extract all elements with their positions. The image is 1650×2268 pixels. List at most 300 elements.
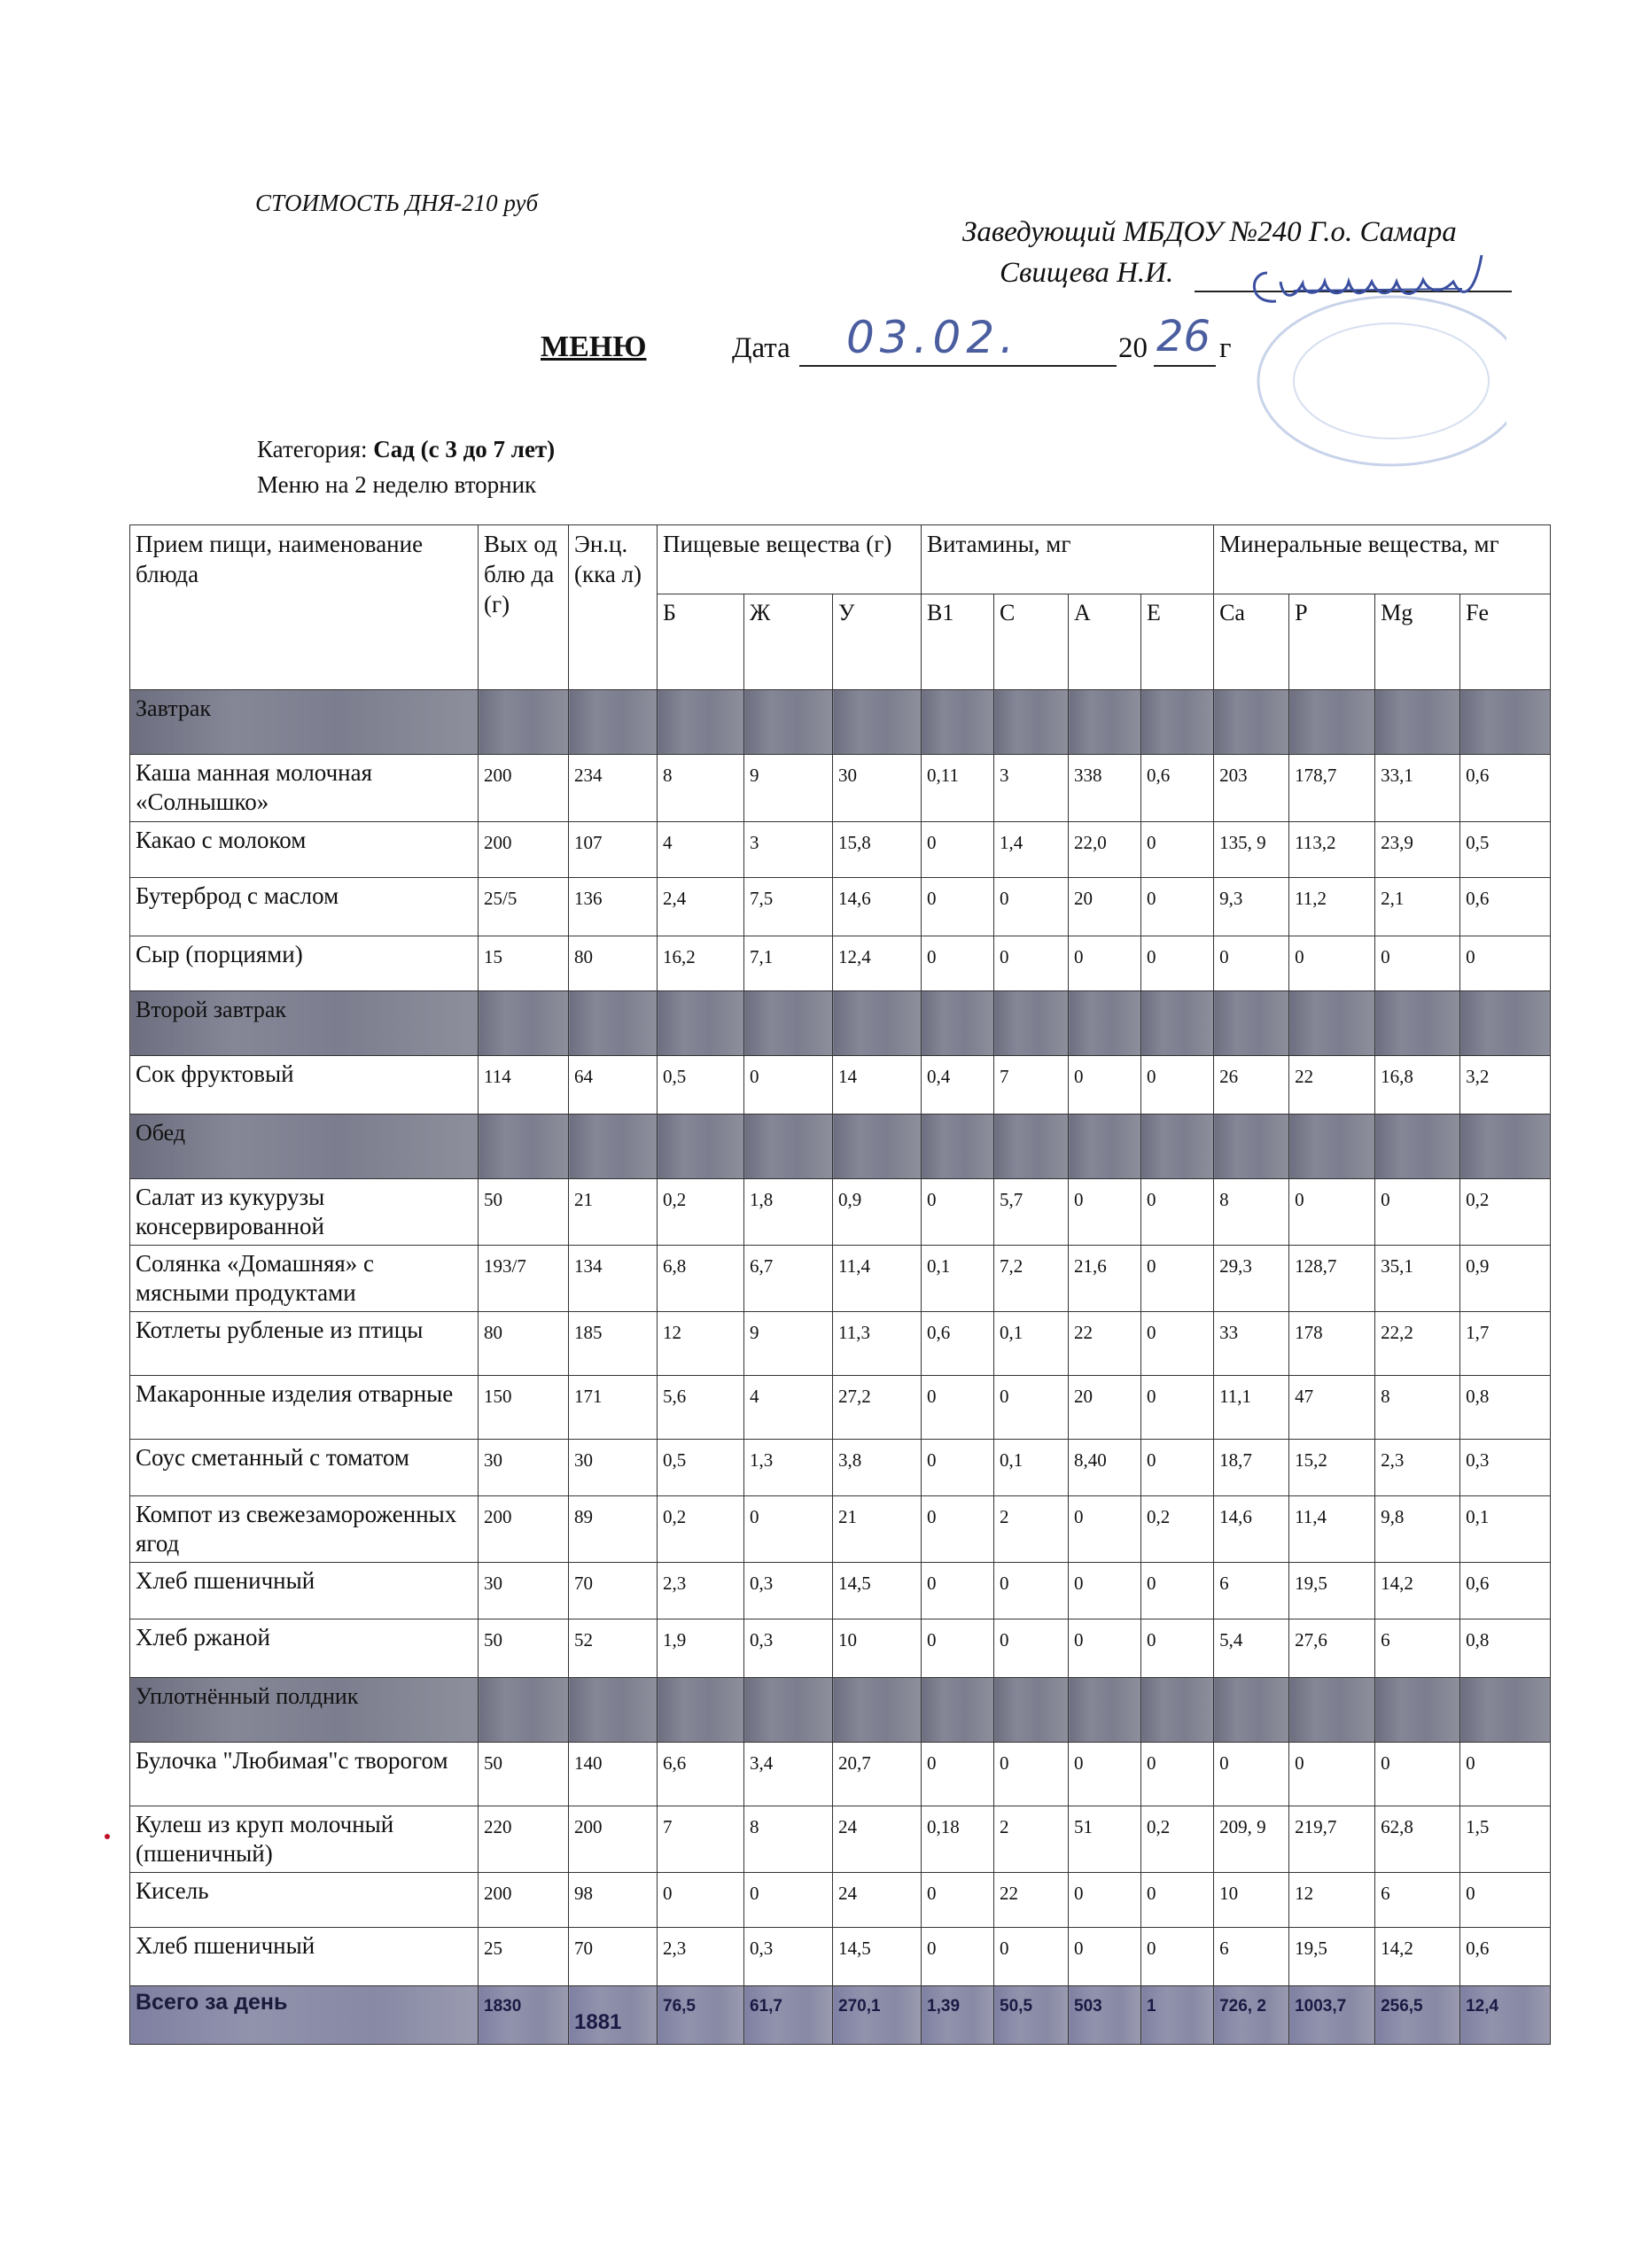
value-cell: 0 <box>922 878 994 936</box>
section-empty-cell <box>1460 991 1551 1056</box>
value-cell: 8 <box>1214 1179 1289 1246</box>
value-cell: 0 <box>1214 1743 1289 1806</box>
value-cell: 0 <box>1289 1179 1375 1246</box>
value-cell: 0 <box>1069 1619 1141 1678</box>
total-energy <box>569 1986 658 2045</box>
section-empty-cell <box>1460 690 1551 755</box>
value-cell: 27,6 <box>1289 1619 1375 1678</box>
value-cell: 0 <box>1141 1873 1214 1928</box>
value-cell: 0,2 <box>1141 1806 1214 1873</box>
day-cost: СТОИМОСТЬ ДНЯ-210 руб <box>255 190 539 216</box>
value-cell: 8 <box>658 755 744 822</box>
value-cell: 6 <box>1375 1873 1460 1928</box>
value-cell: 0 <box>1141 1056 1214 1115</box>
value-cell: 338 <box>1069 755 1141 822</box>
section-empty-cell <box>994 690 1069 755</box>
dish-name: Хлеб пшеничный <box>130 1563 479 1619</box>
value-cell: 0,2 <box>658 1179 744 1246</box>
value-cell: 0 <box>1375 1179 1460 1246</box>
section-empty-cell <box>569 1115 658 1179</box>
section-title: Завтрак <box>130 690 479 755</box>
value-cell: 33 <box>1214 1312 1289 1376</box>
section-title: Второй завтрак <box>130 991 479 1056</box>
value-cell: 0,1 <box>1460 1496 1551 1563</box>
value-cell: 0 <box>994 1563 1069 1619</box>
value-cell: 14,2 <box>1375 1563 1460 1619</box>
value-cell: 52 <box>569 1619 658 1678</box>
section-title: Уплотнённый полдник <box>130 1678 479 1743</box>
value-cell: 2,1 <box>1375 878 1460 936</box>
value-cell: 200 <box>479 822 569 878</box>
header-mg: Mg <box>1375 594 1460 690</box>
value-cell: 30 <box>569 1440 658 1496</box>
value-cell: 0 <box>994 936 1069 991</box>
value-cell: 8 <box>744 1806 833 1873</box>
value-cell: 2 <box>994 1496 1069 1563</box>
table-row <box>130 936 1551 991</box>
section-empty-cell <box>569 1678 658 1743</box>
year-prefix: 20 <box>1118 332 1148 364</box>
header-e: E <box>1141 594 1214 690</box>
dish-name: Бутерброд с маслом <box>130 878 479 936</box>
value-cell: 47 <box>1289 1376 1375 1440</box>
value-cell: 29,3 <box>1214 1246 1289 1312</box>
value-cell: 0,1 <box>922 1246 994 1312</box>
value-cell: 15,2 <box>1289 1440 1375 1496</box>
director-title: Заведующий МБДОУ №240 Г.о. Самара <box>962 216 1457 248</box>
value-cell: 0 <box>922 822 994 878</box>
menu-table <box>129 524 1551 2045</box>
value-cell: 178,7 <box>1289 755 1375 822</box>
header-energy: Эн.ц. (кка л) <box>569 525 658 690</box>
header-p: P <box>1289 594 1375 690</box>
value-cell: 0 <box>1069 1743 1141 1806</box>
value-cell: 0 <box>922 1179 994 1246</box>
section-row <box>130 991 1551 1056</box>
value-cell: 14,6 <box>833 878 922 936</box>
category-line <box>257 436 555 463</box>
section-empty-cell <box>833 1678 922 1743</box>
section-empty-cell <box>1214 1678 1289 1743</box>
header-dish: Прием пищи, наименование блюда <box>130 525 479 690</box>
total-row <box>130 1986 1551 2045</box>
table-row <box>130 1246 1551 1312</box>
value-cell: 203 <box>1214 755 1289 822</box>
value-cell: 9 <box>744 755 833 822</box>
value-cell: 8 <box>1375 1376 1460 1440</box>
value-cell: 0 <box>744 1873 833 1928</box>
value-cell: 0 <box>1289 1743 1375 1806</box>
value-cell: 12 <box>1289 1873 1375 1928</box>
value-cell: 6 <box>1214 1928 1289 1986</box>
value-cell: 0 <box>1069 1496 1141 1563</box>
table-row <box>130 1619 1551 1678</box>
value-cell: 20,7 <box>833 1743 922 1806</box>
value-cell: 0 <box>1214 936 1289 991</box>
total-value-cell: 12,4 <box>1460 1986 1551 2045</box>
value-cell: 0 <box>1460 1743 1551 1806</box>
value-cell: 0,2 <box>1460 1179 1551 1246</box>
section-empty-cell <box>1460 1678 1551 1743</box>
value-cell: 26 <box>1214 1056 1289 1115</box>
section-row <box>130 1115 1551 1179</box>
value-cell: 0 <box>1141 936 1214 991</box>
dish-name: Каша манная молочная «Солнышко» <box>130 755 479 822</box>
value-cell: 23,9 <box>1375 822 1460 878</box>
dish-name: Сок фруктовый <box>130 1056 479 1115</box>
table-row <box>130 1440 1551 1496</box>
section-empty-cell <box>1141 1115 1214 1179</box>
value-cell: 0 <box>1069 1873 1141 1928</box>
dish-name: Хлеб ржаной <box>130 1619 479 1678</box>
dish-name: Какао с молоком <box>130 822 479 878</box>
value-cell: 0 <box>1069 1056 1141 1115</box>
value-cell: 1,8 <box>744 1179 833 1246</box>
total-value-cell: 1 <box>1141 1986 1214 2045</box>
value-cell: 80 <box>569 936 658 991</box>
section-empty-cell <box>1375 1115 1460 1179</box>
value-cell: 1,9 <box>658 1619 744 1678</box>
dish-name: Сыр (порциями) <box>130 936 479 991</box>
value-cell: 62,8 <box>1375 1806 1460 1873</box>
category-label: Категория: <box>257 436 368 462</box>
header-a: A <box>1069 594 1141 690</box>
value-cell: 0 <box>1069 1928 1141 1986</box>
section-empty-cell <box>569 690 658 755</box>
value-cell: 11,3 <box>833 1312 922 1376</box>
value-cell: 0 <box>994 1928 1069 1986</box>
value-cell: 80 <box>479 1312 569 1376</box>
value-cell: 2,3 <box>658 1563 744 1619</box>
section-empty-cell <box>744 991 833 1056</box>
section-empty-cell <box>922 1115 994 1179</box>
value-cell: 136 <box>569 878 658 936</box>
value-cell: 14,6 <box>1214 1496 1289 1563</box>
section-row <box>130 690 1551 755</box>
table-head <box>130 525 1551 690</box>
value-cell: 25 <box>479 1928 569 1986</box>
value-cell: 0 <box>744 1056 833 1115</box>
value-cell: 4 <box>744 1376 833 1440</box>
value-cell: 0,11 <box>922 755 994 822</box>
value-cell: 0 <box>1141 878 1214 936</box>
section-empty-cell <box>1214 991 1289 1056</box>
section-empty-cell <box>479 1678 569 1743</box>
value-cell: 0 <box>1141 1928 1214 1986</box>
value-cell: 0 <box>994 1619 1069 1678</box>
value-cell: 7,1 <box>744 936 833 991</box>
value-cell: 30 <box>479 1563 569 1619</box>
value-cell: 219,7 <box>1289 1806 1375 1873</box>
value-cell: 14,5 <box>833 1928 922 1986</box>
value-cell: 70 <box>569 1928 658 1986</box>
value-cell: 0 <box>1289 936 1375 991</box>
table-row <box>130 1312 1551 1376</box>
value-cell: 0 <box>922 1619 994 1678</box>
value-cell: 185 <box>569 1312 658 1376</box>
value-cell: 14 <box>833 1056 922 1115</box>
section-empty-cell <box>994 1678 1069 1743</box>
value-cell: 140 <box>569 1743 658 1806</box>
value-cell: 16,2 <box>658 936 744 991</box>
value-cell: 0 <box>1141 1376 1214 1440</box>
value-cell: 11,2 <box>1289 878 1375 936</box>
total-energy-value: 1881 <box>574 2010 622 2034</box>
value-cell: 6 <box>1214 1563 1289 1619</box>
value-cell: 107 <box>569 822 658 878</box>
header-c: C <box>994 594 1069 690</box>
year-underline <box>1154 365 1216 367</box>
value-cell: 0 <box>922 1496 994 1563</box>
value-cell: 27,2 <box>833 1376 922 1440</box>
table-row <box>130 1376 1551 1440</box>
date-handwritten: 03.02. <box>846 312 1020 363</box>
value-cell: 1,3 <box>744 1440 833 1496</box>
value-cell: 0,18 <box>922 1806 994 1873</box>
section-empty-cell <box>1141 991 1214 1056</box>
value-cell: 0 <box>1141 1743 1214 1806</box>
section-empty-cell <box>1141 1678 1214 1743</box>
value-cell: 30 <box>479 1440 569 1496</box>
value-cell: 22,0 <box>1069 822 1141 878</box>
table-row <box>130 822 1551 878</box>
value-cell: 0 <box>994 878 1069 936</box>
value-cell: 113,2 <box>1289 822 1375 878</box>
value-cell: 3,8 <box>833 1440 922 1496</box>
value-cell: 0 <box>1141 1563 1214 1619</box>
value-cell: 4 <box>658 822 744 878</box>
value-cell: 0,6 <box>1460 1928 1551 1986</box>
value-cell: 19,5 <box>1289 1928 1375 1986</box>
value-cell: 51 <box>1069 1806 1141 1873</box>
value-cell: 0 <box>1069 1179 1141 1246</box>
section-empty-cell <box>922 1678 994 1743</box>
total-value-cell: 503 <box>1069 1986 1141 2045</box>
value-cell: 0 <box>1460 1873 1551 1928</box>
value-cell: 234 <box>569 755 658 822</box>
value-cell: 3 <box>994 755 1069 822</box>
dish-name: Булочка "Любимая"с творогом <box>130 1743 479 1806</box>
value-cell: 134 <box>569 1246 658 1312</box>
value-cell: 0 <box>744 1496 833 1563</box>
value-cell: 0,3 <box>1460 1440 1551 1496</box>
section-empty-cell <box>1069 1115 1141 1179</box>
value-cell: 21,6 <box>1069 1246 1141 1312</box>
value-cell: 6 <box>1375 1619 1460 1678</box>
section-empty-cell <box>744 690 833 755</box>
value-cell: 0 <box>922 1376 994 1440</box>
header-fe: Fe <box>1460 594 1551 690</box>
value-cell: 8,40 <box>1069 1440 1141 1496</box>
value-cell: 5,4 <box>1214 1619 1289 1678</box>
value-cell: 6,8 <box>658 1246 744 1312</box>
table-row <box>130 878 1551 936</box>
value-cell: 0 <box>922 1743 994 1806</box>
value-cell: 0 <box>1375 1743 1460 1806</box>
section-row <box>130 1678 1551 1743</box>
value-cell: 22 <box>1069 1312 1141 1376</box>
section-empty-cell <box>1460 1115 1551 1179</box>
value-cell: 0 <box>1141 1312 1214 1376</box>
value-cell: 0,5 <box>658 1440 744 1496</box>
section-empty-cell <box>658 1678 744 1743</box>
table-row <box>130 1056 1551 1115</box>
table-row <box>130 1806 1551 1873</box>
total-value-cell: 50,5 <box>994 1986 1069 2045</box>
value-cell: 35,1 <box>1375 1246 1460 1312</box>
value-cell: 2 <box>994 1806 1069 1873</box>
value-cell: 220 <box>479 1806 569 1873</box>
value-cell: 6,6 <box>658 1743 744 1806</box>
section-empty-cell <box>1375 991 1460 1056</box>
table-row <box>130 755 1551 822</box>
value-cell: 14,2 <box>1375 1928 1460 1986</box>
week-line: Меню на 2 неделю вторник <box>257 471 537 498</box>
dish-name: Котлеты рубленые из птицы <box>130 1312 479 1376</box>
section-empty-cell <box>1069 690 1141 755</box>
value-cell: 0 <box>658 1873 744 1928</box>
value-cell: 2,3 <box>1375 1440 1460 1496</box>
table-row <box>130 1743 1551 1806</box>
value-cell: 0 <box>1375 936 1460 991</box>
section-empty-cell <box>1375 1678 1460 1743</box>
value-cell: 0 <box>922 1440 994 1496</box>
section-empty-cell <box>833 690 922 755</box>
section-empty-cell <box>658 991 744 1056</box>
table-row <box>130 1179 1551 1246</box>
value-cell: 64 <box>569 1056 658 1115</box>
table-row <box>130 1496 1551 1563</box>
section-empty-cell <box>1069 1678 1141 1743</box>
value-cell: 15 <box>479 936 569 991</box>
value-cell: 128,7 <box>1289 1246 1375 1312</box>
year-suffix: г <box>1219 332 1232 364</box>
value-cell: 33,1 <box>1375 755 1460 822</box>
value-cell: 0,6 <box>1460 1563 1551 1619</box>
menu-title: МЕНЮ <box>541 330 647 363</box>
value-cell: 2,4 <box>658 878 744 936</box>
table-row <box>130 1563 1551 1619</box>
value-cell: 12 <box>658 1312 744 1376</box>
dish-name: Соус сметанный с томатом <box>130 1440 479 1496</box>
value-cell: 3 <box>744 822 833 878</box>
value-cell: 1,5 <box>1460 1806 1551 1873</box>
section-empty-cell <box>994 991 1069 1056</box>
value-cell: 135, 9 <box>1214 822 1289 878</box>
section-empty-cell <box>1141 690 1214 755</box>
value-cell: 20 <box>1069 878 1141 936</box>
dish-name: Салат из кукурузы консервированной <box>130 1179 479 1246</box>
value-cell: 24 <box>833 1873 922 1928</box>
section-empty-cell <box>1289 690 1375 755</box>
value-cell: 11,1 <box>1214 1376 1289 1440</box>
value-cell: 0 <box>922 1928 994 1986</box>
value-cell: 3,4 <box>744 1743 833 1806</box>
header-yield: Вых од блю да (г) <box>479 525 569 690</box>
section-empty-cell <box>922 991 994 1056</box>
value-cell: 0,8 <box>1460 1376 1551 1440</box>
total-value-cell: 76,5 <box>658 1986 744 2045</box>
value-cell: 209, 9 <box>1214 1806 1289 1873</box>
value-cell: 0 <box>994 1376 1069 1440</box>
table-row <box>130 1928 1551 1986</box>
value-cell: 11,4 <box>833 1246 922 1312</box>
value-cell: 14,5 <box>833 1563 922 1619</box>
value-cell: 10 <box>833 1619 922 1678</box>
value-cell: 0,9 <box>833 1179 922 1246</box>
value-cell: 0,1 <box>994 1312 1069 1376</box>
value-cell: 0,8 <box>1460 1619 1551 1678</box>
section-empty-cell <box>744 1678 833 1743</box>
section-empty-cell <box>1375 690 1460 755</box>
value-cell: 0 <box>1460 936 1551 991</box>
value-cell: 7 <box>658 1806 744 1873</box>
total-value-cell: 1830 <box>479 1986 569 2045</box>
total-value-cell: 270,1 <box>833 1986 922 2045</box>
value-cell: 1,7 <box>1460 1312 1551 1376</box>
header-vitamins: Витамины, мг <box>922 525 1214 594</box>
header-fat: Ж <box>744 594 833 690</box>
value-cell: 0 <box>1141 1246 1214 1312</box>
header-nutrients: Пищевые вещества (г) <box>658 525 922 594</box>
value-cell: 7,5 <box>744 878 833 936</box>
section-empty-cell <box>1289 1115 1375 1179</box>
value-cell: 171 <box>569 1376 658 1440</box>
section-empty-cell <box>1289 1678 1375 1743</box>
value-cell: 11,4 <box>1289 1496 1375 1563</box>
value-cell: 1,4 <box>994 822 1069 878</box>
value-cell: 200 <box>479 1496 569 1563</box>
dish-name: Макаронные изделия отварные <box>130 1376 479 1440</box>
value-cell: 114 <box>479 1056 569 1115</box>
value-cell: 0,5 <box>658 1056 744 1115</box>
value-cell: 20 <box>1069 1376 1141 1440</box>
value-cell: 193/7 <box>479 1246 569 1312</box>
value-cell: 50 <box>479 1743 569 1806</box>
value-cell: 70 <box>569 1563 658 1619</box>
director-name: Свищева Н.И. <box>1000 257 1174 289</box>
dish-name: Солянка «Домашняя» с мясными продуктами <box>130 1246 479 1312</box>
value-cell: 18,7 <box>1214 1440 1289 1496</box>
value-cell: 5,6 <box>658 1376 744 1440</box>
section-empty-cell <box>658 1115 744 1179</box>
value-cell: 21 <box>569 1179 658 1246</box>
header-b1: B1 <box>922 594 994 690</box>
value-cell: 0 <box>1141 1440 1214 1496</box>
value-cell: 19,5 <box>1289 1563 1375 1619</box>
value-cell: 0 <box>1141 1619 1214 1678</box>
value-cell: 89 <box>569 1496 658 1563</box>
table-body <box>130 690 1551 2045</box>
value-cell: 3,2 <box>1460 1056 1551 1115</box>
section-empty-cell <box>479 991 569 1056</box>
total-value-cell: 726, 2 <box>1214 1986 1289 2045</box>
year-handwritten: 26 <box>1156 312 1211 361</box>
dish-name: Хлеб пшеничный <box>130 1928 479 1986</box>
value-cell: 0 <box>994 1743 1069 1806</box>
value-cell: 0,1 <box>994 1440 1069 1496</box>
value-cell: 7 <box>994 1056 1069 1115</box>
value-cell: 0 <box>1141 822 1214 878</box>
section-empty-cell <box>1214 1115 1289 1179</box>
value-cell: 150 <box>479 1376 569 1440</box>
value-cell: 0,9 <box>1460 1246 1551 1312</box>
date-underline <box>799 365 1117 367</box>
value-cell: 22,2 <box>1375 1312 1460 1376</box>
value-cell: 200 <box>479 1873 569 1928</box>
header-ca: Ca <box>1214 594 1289 690</box>
value-cell: 0 <box>1069 936 1141 991</box>
